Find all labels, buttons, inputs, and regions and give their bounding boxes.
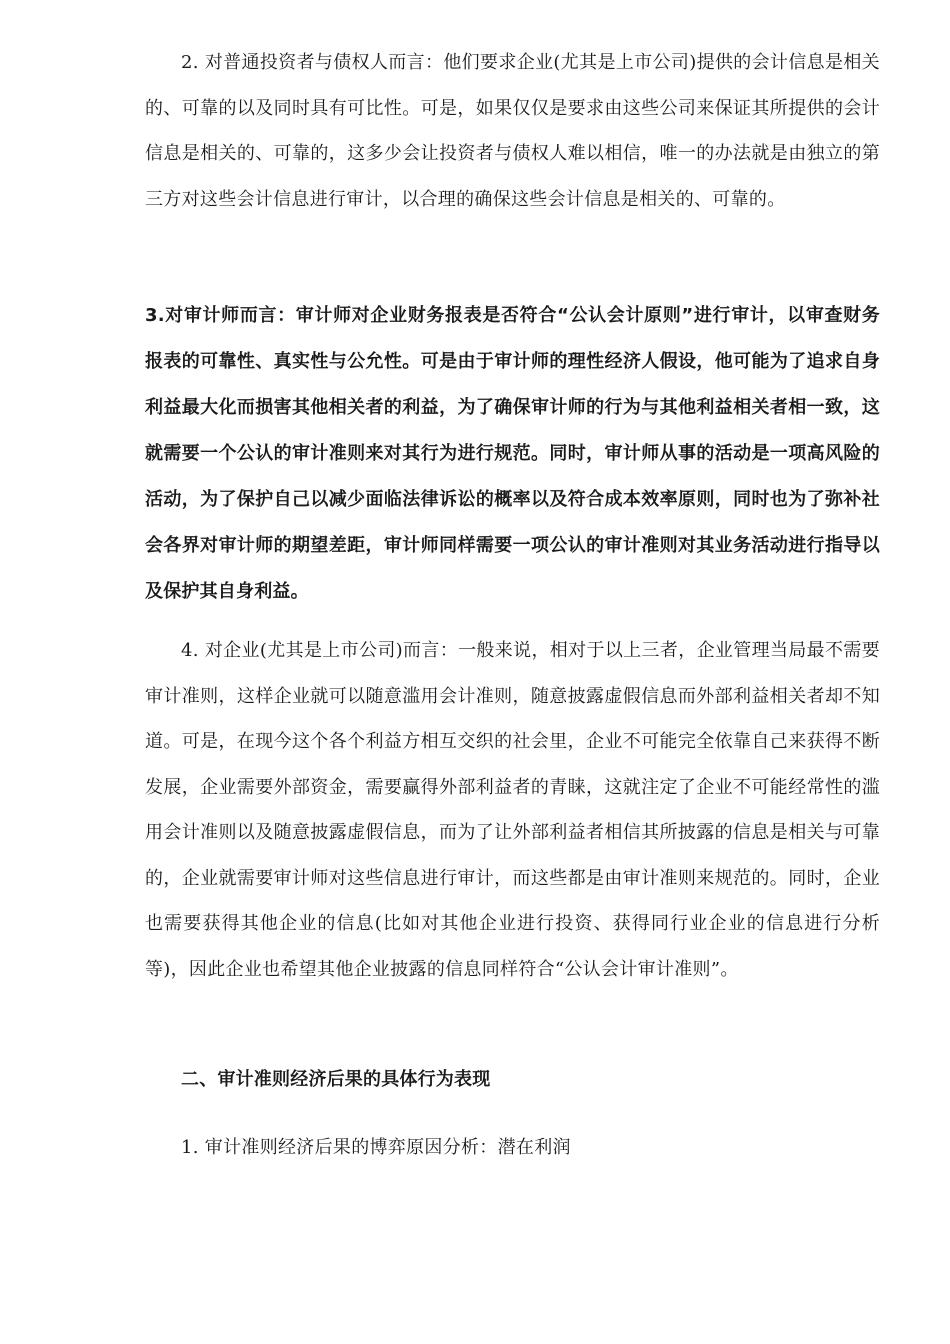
paragraph-investors-creditors: 2. 对普通投资者与债权人而言：他们要求企业(尤其是上市公司)提供的会计信息是相关的、可靠的以及同时具有可比性。可是，如果仅仅是要求由这些公司来保证其所提供的会计信息是相关的、可靠的，这多少会让投资者与债权人难以相信，唯一的办法就是由独立的第三方对这些会计信息进行审计，以合理的确保这些会计信息是相关的、可靠的。 bbox=[145, 52, 880, 210]
paragraph-enterprises: 4. 对企业(尤其是上市公司)而言：一般来说，相对于以上三者，企业管理当局最不需要审计准则，这样企业就可以随意滥用会计准则，随意披露虚假信息而外部利益相关者却不知道。可是，在现今这个各个利益方相互交织的社会里，企业不可能完全依靠自己来获得不断发展，企业需要外部资金，需要赢得外部利益者的青睐，这就注定了企业不可能经常性的滥用会计准则以及随意披露虚假信息，而为了让外部利益者相信其所披露的信息是相关与可靠的，企业就需要审计师对这些信息进行审计，而这些都是由审计准则来规范的。同时，企业也需要获得其他企业的信息(比如对其他企业进行投资、获得同行业企业的信息进行分析等)，因此企业也希望其他企业披露的信息同样符合“公认会计审计准则”。 bbox=[145, 640, 880, 980]
subsection-heading: 1. 审计准则经济后果的博弈原因分析：潜在利润 bbox=[181, 1137, 571, 1158]
section-heading: 二、审计准则经济后果的具体行为表现 bbox=[181, 1069, 491, 1090]
paragraph-auditors: 3.对审计师而言：审计师对企业财务报表是否符合“公认会计原则”进行审计，以审查财务报表的可靠性、真实性与公允性。可是由于审计师的理性经济人假设，他可能为了追求自身利益最大化而损害其他相关者的利益，为了确保审计师的行为与其他利益相关者相一致，这就需要一个公认的审计准则来对其行为进行规范。同时，审计师从事的活动是一项高风险的活动，为了保护自己以减少面临法律诉讼的概率以及符合成本效率原则，同时也为了弥补社会各界对审计师的期望差距，审计师同样需要一项公认的审计准则对其业务活动进行指导以及保护其自身利益。 bbox=[145, 305, 880, 602]
